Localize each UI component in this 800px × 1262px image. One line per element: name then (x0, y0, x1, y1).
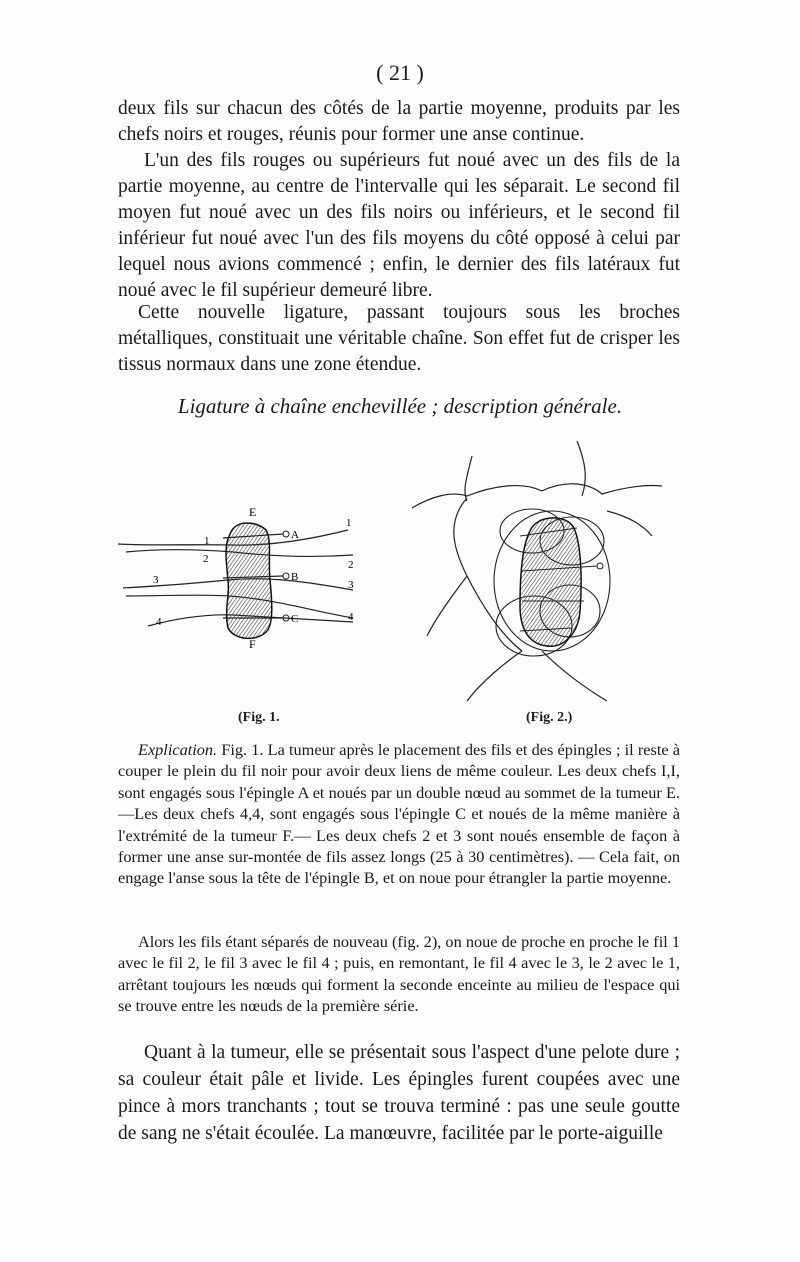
fig1-label-3-right: 3 (348, 579, 354, 591)
fig1-label-4-right: 4 (348, 611, 354, 623)
fig1-label-1-right: 1 (346, 517, 352, 529)
paragraph-1: deux fils sur chacun des côtés de la partie moyenne, produits par les chefs noirs et rouges, réunis pour former une anse continue. (118, 98, 680, 145)
explication-text: Fig. 1. La tumeur après le placement des fils et des épingles ; il reste à couper le plein du fil noir pour avoir deux liens de même couleur. Les deux chefs I,I, sont engagés sous l'épingle A et noués par un double nœud au sommet de la tumeur E.—Les deux chefs 4,4, sont engagés sous l'épingle C et noués de la même manière à l'extrémité de la tumeur F.— Les deux chefs 2 et 3 sont noués ensemble de façon à former une anse sur-montée de fils assez longs (25 à 30 centimètres). — Cela fait, on engage l'anse sous la tête de l'épingle B, et on noue pour étrangler la partie moyenne. (118, 740, 681, 888)
paragraph-2: L'un des fils rouges ou supérieurs fut noué avec un des fils de la partie moyenne, au centre de l'intervalle qui les séparait. Le second fil moyen fut noué avec un des fils noirs ou inférieurs, et le second fil inférieur fut noué avec l'un des fils moyens du côté opposé à celui par lequel nous avions commencé ; enfin, le dernier des fils latéraux fut noué avec le fil supérieur demeuré libre. (118, 150, 680, 301)
figure-1-caption: (Fig. 1. (238, 710, 280, 725)
fig1-label-C: C (291, 613, 299, 625)
paragraph-4: Alors les fils étant séparés de nouveau (fig. 2), on noue de proche en proche le fil 1 avec le fil 2, le fil 3 avec le fil 4 ; puis, en remontant, le fil 4 avec le 3, le 2 avec le 1, arrêtant toujours les nœuds qui forment la seconde enceinte au milieu de l'espace qui se trouve entre les nœuds de la première série. (118, 932, 680, 1016)
fig1-label-2-left: 2 (203, 553, 209, 565)
figure-2-illustration (412, 436, 662, 706)
fig1-label-4-left: 4 (156, 616, 162, 628)
figure-2-caption: (Fig. 2.) (526, 710, 573, 725)
paragraph-5: Quant à la tumeur, elle se présentait sous l'aspect d'une pelote dure ; sa couleur était pâle et livide. Les épingles furent coupées avec une pince à mors tranchants ; tout se trouva terminé : pas une seule goutte de sang ne s'était écoulée. La manœuvre, facilitée par le porte-aiguille (118, 1042, 680, 1144)
figure-1-illustration (118, 500, 388, 660)
page-number: ( 21 ) (376, 60, 424, 85)
fig1-label-1-left: 1 (204, 535, 210, 547)
section-heading: Ligature à chaîne enchevillée ; description générale. (177, 394, 623, 418)
fig1-label-F: F (249, 637, 256, 651)
fig1-label-B: B (291, 571, 299, 583)
fig1-label-3-left: 3 (153, 574, 159, 586)
fig1-label-A: A (291, 529, 299, 541)
paragraph-3: Cette nouvelle ligature, passant toujours sous les broches métalliques, constituait une véritable chaîne. Son effet fut de crisper les tissus normaux dans une zone étendue. (118, 302, 680, 375)
explication-label: Explication. (138, 740, 218, 759)
fig1-label-2-right: 2 (348, 559, 354, 571)
explication-paragraph (118, 739, 680, 889)
fig1-label-E: E (249, 505, 257, 519)
